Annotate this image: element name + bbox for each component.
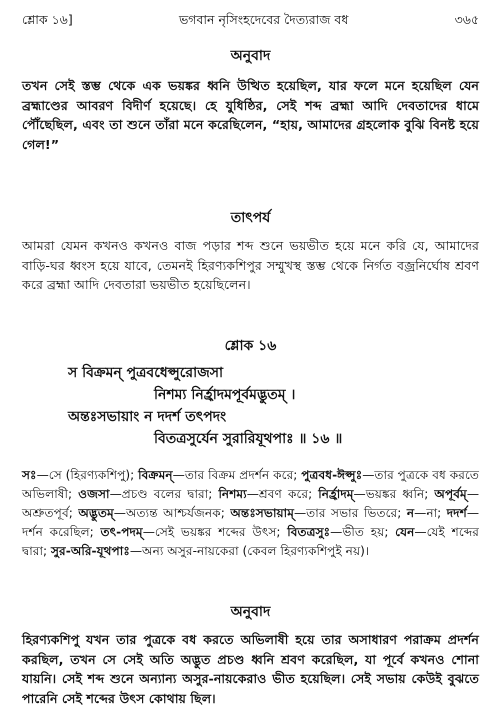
synonym-word: সঃ [22,468,37,482]
translation-section-2 [22,600,479,708]
synonym-word: ন [406,506,415,520]
purport-heading: তাৎপর্য [230,210,271,226]
synonym-word: অদ্ভুতম্ [78,506,114,520]
verse-line: বিতত্রসুর্যেন সুরারিযূথপাঃ ॥ ১৬ ॥ [154,431,343,447]
synonym-word: অপূর্বম্ [434,487,467,501]
translation-heading-1: অনুবাদ [230,48,271,64]
synonym-meaning: —ভয়ঙ্কর ধ্বনি; [353,487,435,501]
synonyms-text [22,466,479,561]
header-verse-ref: শ্লোক ১৬] [22,12,73,27]
synonym-meaning: —প্রচণ্ড বলের দ্বারা; [109,487,219,501]
synonym-word: বিক্রমন্ [138,468,173,482]
synonym-meaning: —যেই শব্দের দ্বারা; [22,525,479,558]
verse-line: নিশম্য নির্হ্রাদমপূর্বমদ্ভুতম্ । [154,387,296,403]
synonym-meaning: —শ্রবণ করে; [246,487,319,501]
synonym-word: যেন [395,525,415,539]
synonym-word: ওজসা [78,487,110,501]
purport-text: আমরা যেমন কখনও কখনও বাজ পড়ার শব্দ শুনে ভয়ভীত হয়ে মনে করি যে, আমাদের বাড়ি-ঘর ধ্বংস হয়ে যাবে, তেমনই হিরণ্যকশিপুর সম্মুখস্থ স্তম্ভ থেকে নির্গত বজ্রনির্ঘোষ শ্রবণ করে ব্রহ্মা আদি দেবতারা ভয়ভীত হয়েছিলেন। [22,238,479,292]
page-number: ৩৬৫ [454,12,479,27]
verse-section [22,334,479,450]
synonym-word: নির্হ্রাদম্ [318,487,354,501]
verse-line: স বিক্রমন্ পুত্রবধেপ্সুরোজসা [68,365,224,381]
synonym-meaning: —অন্য অসুর-নায়কেরা (কেবল হিরণ্যকশিপুই নয়)। [129,544,370,558]
synonym-meaning: —অত্যন্ত আশ্চর্যজনক; [113,506,231,520]
synonym-meaning: —অশ্রুতপূর্ব; [22,487,479,520]
synonym-meaning: —সে (হিরণ্যকশিপু); [36,468,139,482]
synonym-word: অন্তঃসভায়াম্ [230,506,294,520]
synonym-meaning: —তার পুত্রকে বধ করতে অভিলাষী; [22,468,479,501]
translation-text-1: তখন সেই স্তম্ভ থেকে এক ভয়ঙ্কর ধ্বনি উত্থিত হয়েছিল, যার ফলে মনে হয়েছিল যেন ব্রহ্মাণ্ডের আবরণ বিদীর্ণ হয়েছে। হে যুধিষ্ঠির, সেই শব্দ ব্রহ্মা আদি দেবতাদের ধামে পৌঁছেছিল, এবং তা শুনে তাঁরা মনে করেছিলেন, “হায়, আমাদের গ্রহলোক বুঝি বিনষ্ট হয়ে গেল!” [22,78,479,152]
synonyms-section [22,466,479,561]
translation-heading-2: অনুবাদ [230,604,271,620]
verse-line: অন্তঃসভায়াং ন দদর্শ তৎপদং [68,409,227,425]
synonym-word: বিতত্রসুঃ [287,525,331,539]
synonym-meaning: —ভীত হয়; [330,525,396,539]
synonym-word: নিশম্য [218,487,247,501]
synonym-meaning: —না; [414,506,447,520]
synonym-word: সুর-অরি-যূথপাঃ [51,544,130,558]
synonym-word: পুত্রবধ-ঈপ্সুঃ [301,468,363,482]
verse-heading: শ্লোক ১৬ [224,338,277,354]
synonym-word: তৎ-পদম্ [100,525,143,539]
translation-section-1 [22,44,479,154]
synonym-meaning: —দর্শন করেছিল; [22,506,479,539]
synonym-meaning: —সেই ভয়ঙ্কর শব্দের উৎস; [142,525,288,539]
header-chapter-title: ভগবান নৃসিংহদেবের দৈত্যরাজ বধ [178,12,349,27]
verse-text [22,362,479,450]
synonym-word: দদর্শ [446,506,467,520]
running-header [22,12,479,32]
synonym-meaning: —তার সভার ভিতরে; [293,506,407,520]
purport-section [22,206,479,295]
translation-text-2: হিরণ্যকশিপু যখন তার পুত্রকে বধ করতে অভিলাষী হয়ে তার অসাধারণ পরাক্রম প্রদর্শন করছিল, তখন সে সেই অতি অদ্ভুত প্রচণ্ড ধ্বনি শ্রবণ করেছিল, যা পূর্বে কখনও শোনা যায়নি। সেই শব্দ শুনে অন্যান্য অসুর-নায়কেরাও ভীত হয়েছিল। সেই সভায় কেউই বুঝতে পারেনি সেই শব্দের উৎস কোথায় ছিল। [22,632,479,706]
synonym-meaning: —তার বিক্রম প্রদর্শন করে; [172,468,302,482]
